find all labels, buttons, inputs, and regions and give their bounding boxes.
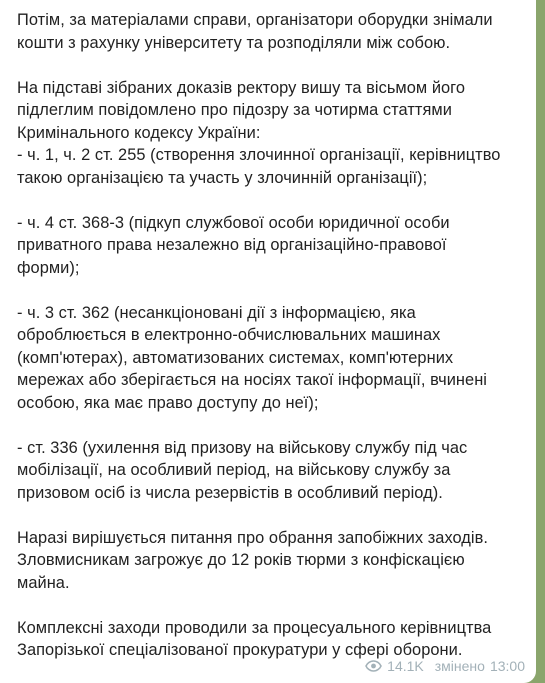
message-paragraph: - ст. 336 (ухилення від призову на військову службу під час мобілізації, на особливий період, на військову службу за призовом осіб із числа резервістів в особливий період). [17, 438, 468, 502]
view-count: 14.1K [387, 658, 424, 674]
message-paragraph: Потім, за матеріалами справи, організатори оборудки знімали кошти з рахунку університету та розподіляли між собою. [17, 11, 493, 52]
message-paragraph: Комплексні заходи проводили за процесуального керівництва Запорізької спеціалізованої прокуратури у сфері оборони. [17, 618, 492, 659]
message-paragraph: - ч. 3 ст. 362 (несанкціоновані дії з інформацією, яка оброблюється в електронно-обчислювальних машинах (комп'ютерах), автоматизованих системах, комп'ютерних мережах або зберігається на носіях такої інформації, вчинені особою, яка має право доступу до неї); [17, 303, 487, 412]
paragraph-gap [17, 414, 524, 437]
paragraph-gap [17, 504, 524, 527]
message-meta [365, 658, 525, 674]
edited-label: змінено [434, 658, 485, 674]
eye-icon [365, 660, 382, 672]
message-paragraph: - ч. 4 ст. 368-3 (підкуп службової особи юридичної особи приватного права незалежно від організаційно-правової форми); [17, 213, 450, 277]
paragraph-gap [17, 279, 524, 302]
message-time: 13:00 [489, 658, 525, 674]
paragraph-gap [17, 189, 524, 212]
message-paragraph: На підставі зібраних доказів ректору вишу та вісьмом його підлеглим повідомлено про підозру за чотирма статтями Кримінального кодексу України: - ч. 1, ч. 2 ст. 255 (створення злочинної організації, керівництво такою організацією та участь у злочинній організації); [17, 78, 501, 187]
paragraph-gap [17, 594, 524, 617]
message-paragraph: Наразі вирішується питання про обрання запобіжних заходів. Зловмисникам загрожує до 12 років тюрми з конфіскацією майна. [17, 528, 488, 592]
paragraph-gap [17, 54, 524, 77]
